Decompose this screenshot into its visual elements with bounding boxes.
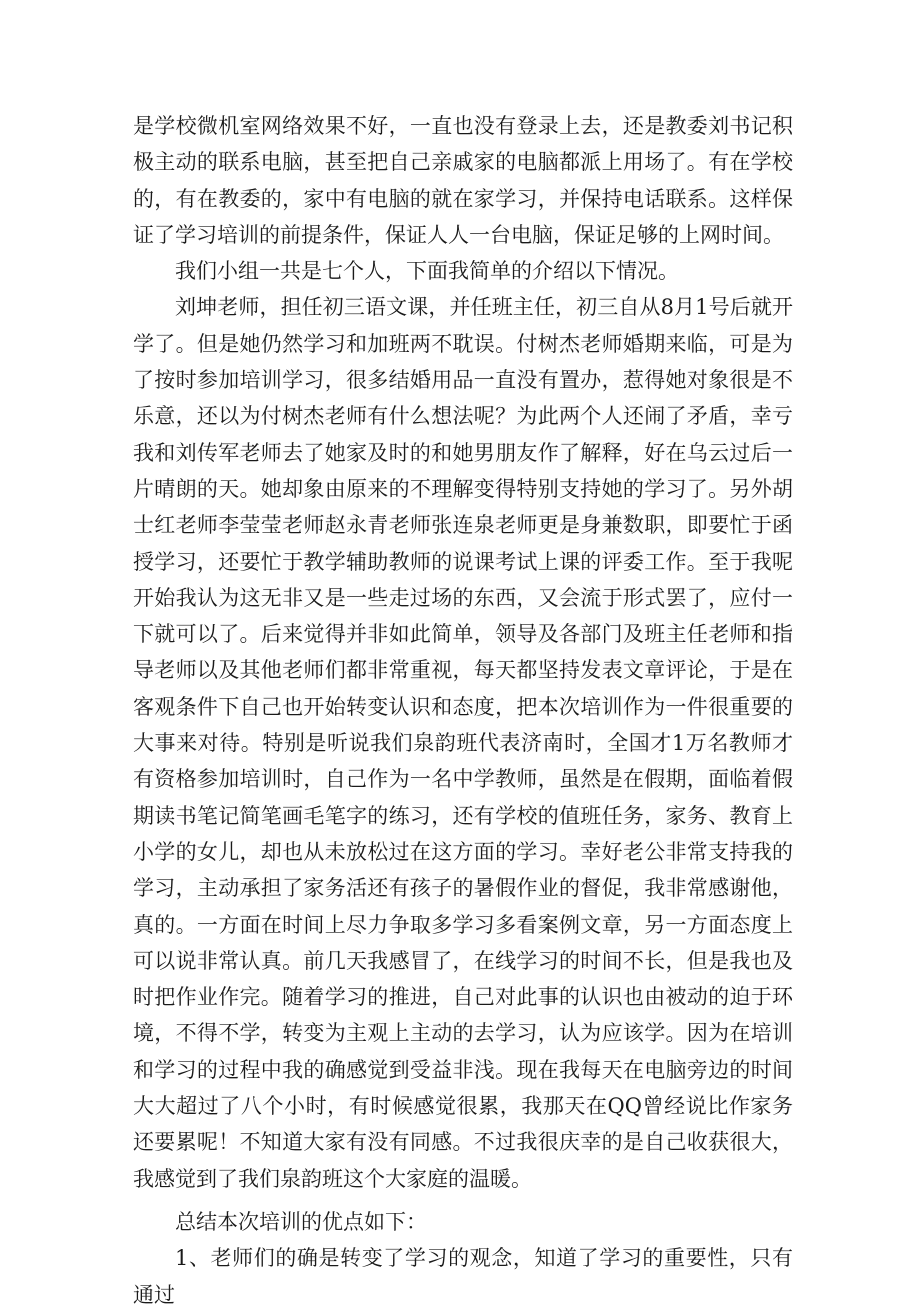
document-page xyxy=(133,108,793,1313)
paragraph-group-intro: 我们小组一共是七个人，下面我简单的介绍以下情况。 xyxy=(175,259,679,284)
paragraph-summary-heading: 总结本次培训的优点如下： xyxy=(175,1209,427,1234)
paragraph-point-1: 1、老师们的确是转变了学习的观念，知道了学习的重要性，只有通过 xyxy=(133,1246,793,1307)
paragraph-continuation: 是学校微机室网络效果不好，一直也没有登录上去，还是教委刘书记积极主动的联系电脑，甚至把自己亲戚家的电脑都派上用场了。有在学校的，有在教委的，家中有电脑的就在家学习，并保持电话联系。这样保证了学习培训的前提条件，保证人人一台电脑，保证足够的上网时间。 xyxy=(133,114,793,247)
paragraph-members: 刘坤老师，担任初三语文课，并任班主任，初三自从8月1号后就开学了。但是她仍然学习和加班两不耽误。付树杰老师婚期来临，可是为了按时参加培训学习，很多结婚用品一直没有置办，惹得她对象很是不乐意，还以为付树杰老师有什么想法呢？为此两个人还闹了矛盾，幸亏我和刘传军老师去了她家及时的和她男朋友作了解释，好在乌云过后一片晴朗的天。她却象由原来的不理解变得特别支持她的学习了。另外胡士红老师李莹莹老师赵永青老师张连泉老师更是身兼数职，即要忙于函授学习，还要忙于教学辅助教师的说课考试上课的评委工作。至于我呢开始我认为这无非又是一些走过场的东西，又会流于形式罢了，应付一下就可以了。后来觉得并非如此简单，领导及各部门及班主任老师和指导老师以及其他老师们都非常重视，每天都坚持发表文章评论，于是在客观条件下自己也开始转变认识和态度，把本次培训作为一件很重要的大事来对待。特别是听说我们泉韵班代表济南时，全国才1万名教师才有资格参加培训时，自己作为一名中学教师，虽然是在假期，面临着假期读书笔记简笔画毛笔字的练习，还有学校的值班任务，家务、教育上小学的女儿，却也从未放松过在这方面的学习。幸好老公非常支持我的学习，主动承担了家务活还有孩子的暑假作业的督促，我非常感谢他，真的。一方面在时间上尽力争取多学习多看案例文章，另一方面态度上可以说非常认真。前几天我感冒了，在线学习的时间不长，但是我也及时把作业作完。随着学习的推进，自己对此事的认识也由被动的迫于环境，不得不学，转变为主观上主动的去学习，认为应该学。因为在培训和学习的过程中我的确感觉到受益非浅。现在我每天在电脑旁边的时间大大超过了八个小时，有时候感觉很累，我那天在QQ曾经说比作家务还要累呢！不知道大家有没有同感。不过我很庆幸的是自己收获很大，我感觉到了我们泉韵班这个大家庭的温暖。 xyxy=(133,295,793,1191)
